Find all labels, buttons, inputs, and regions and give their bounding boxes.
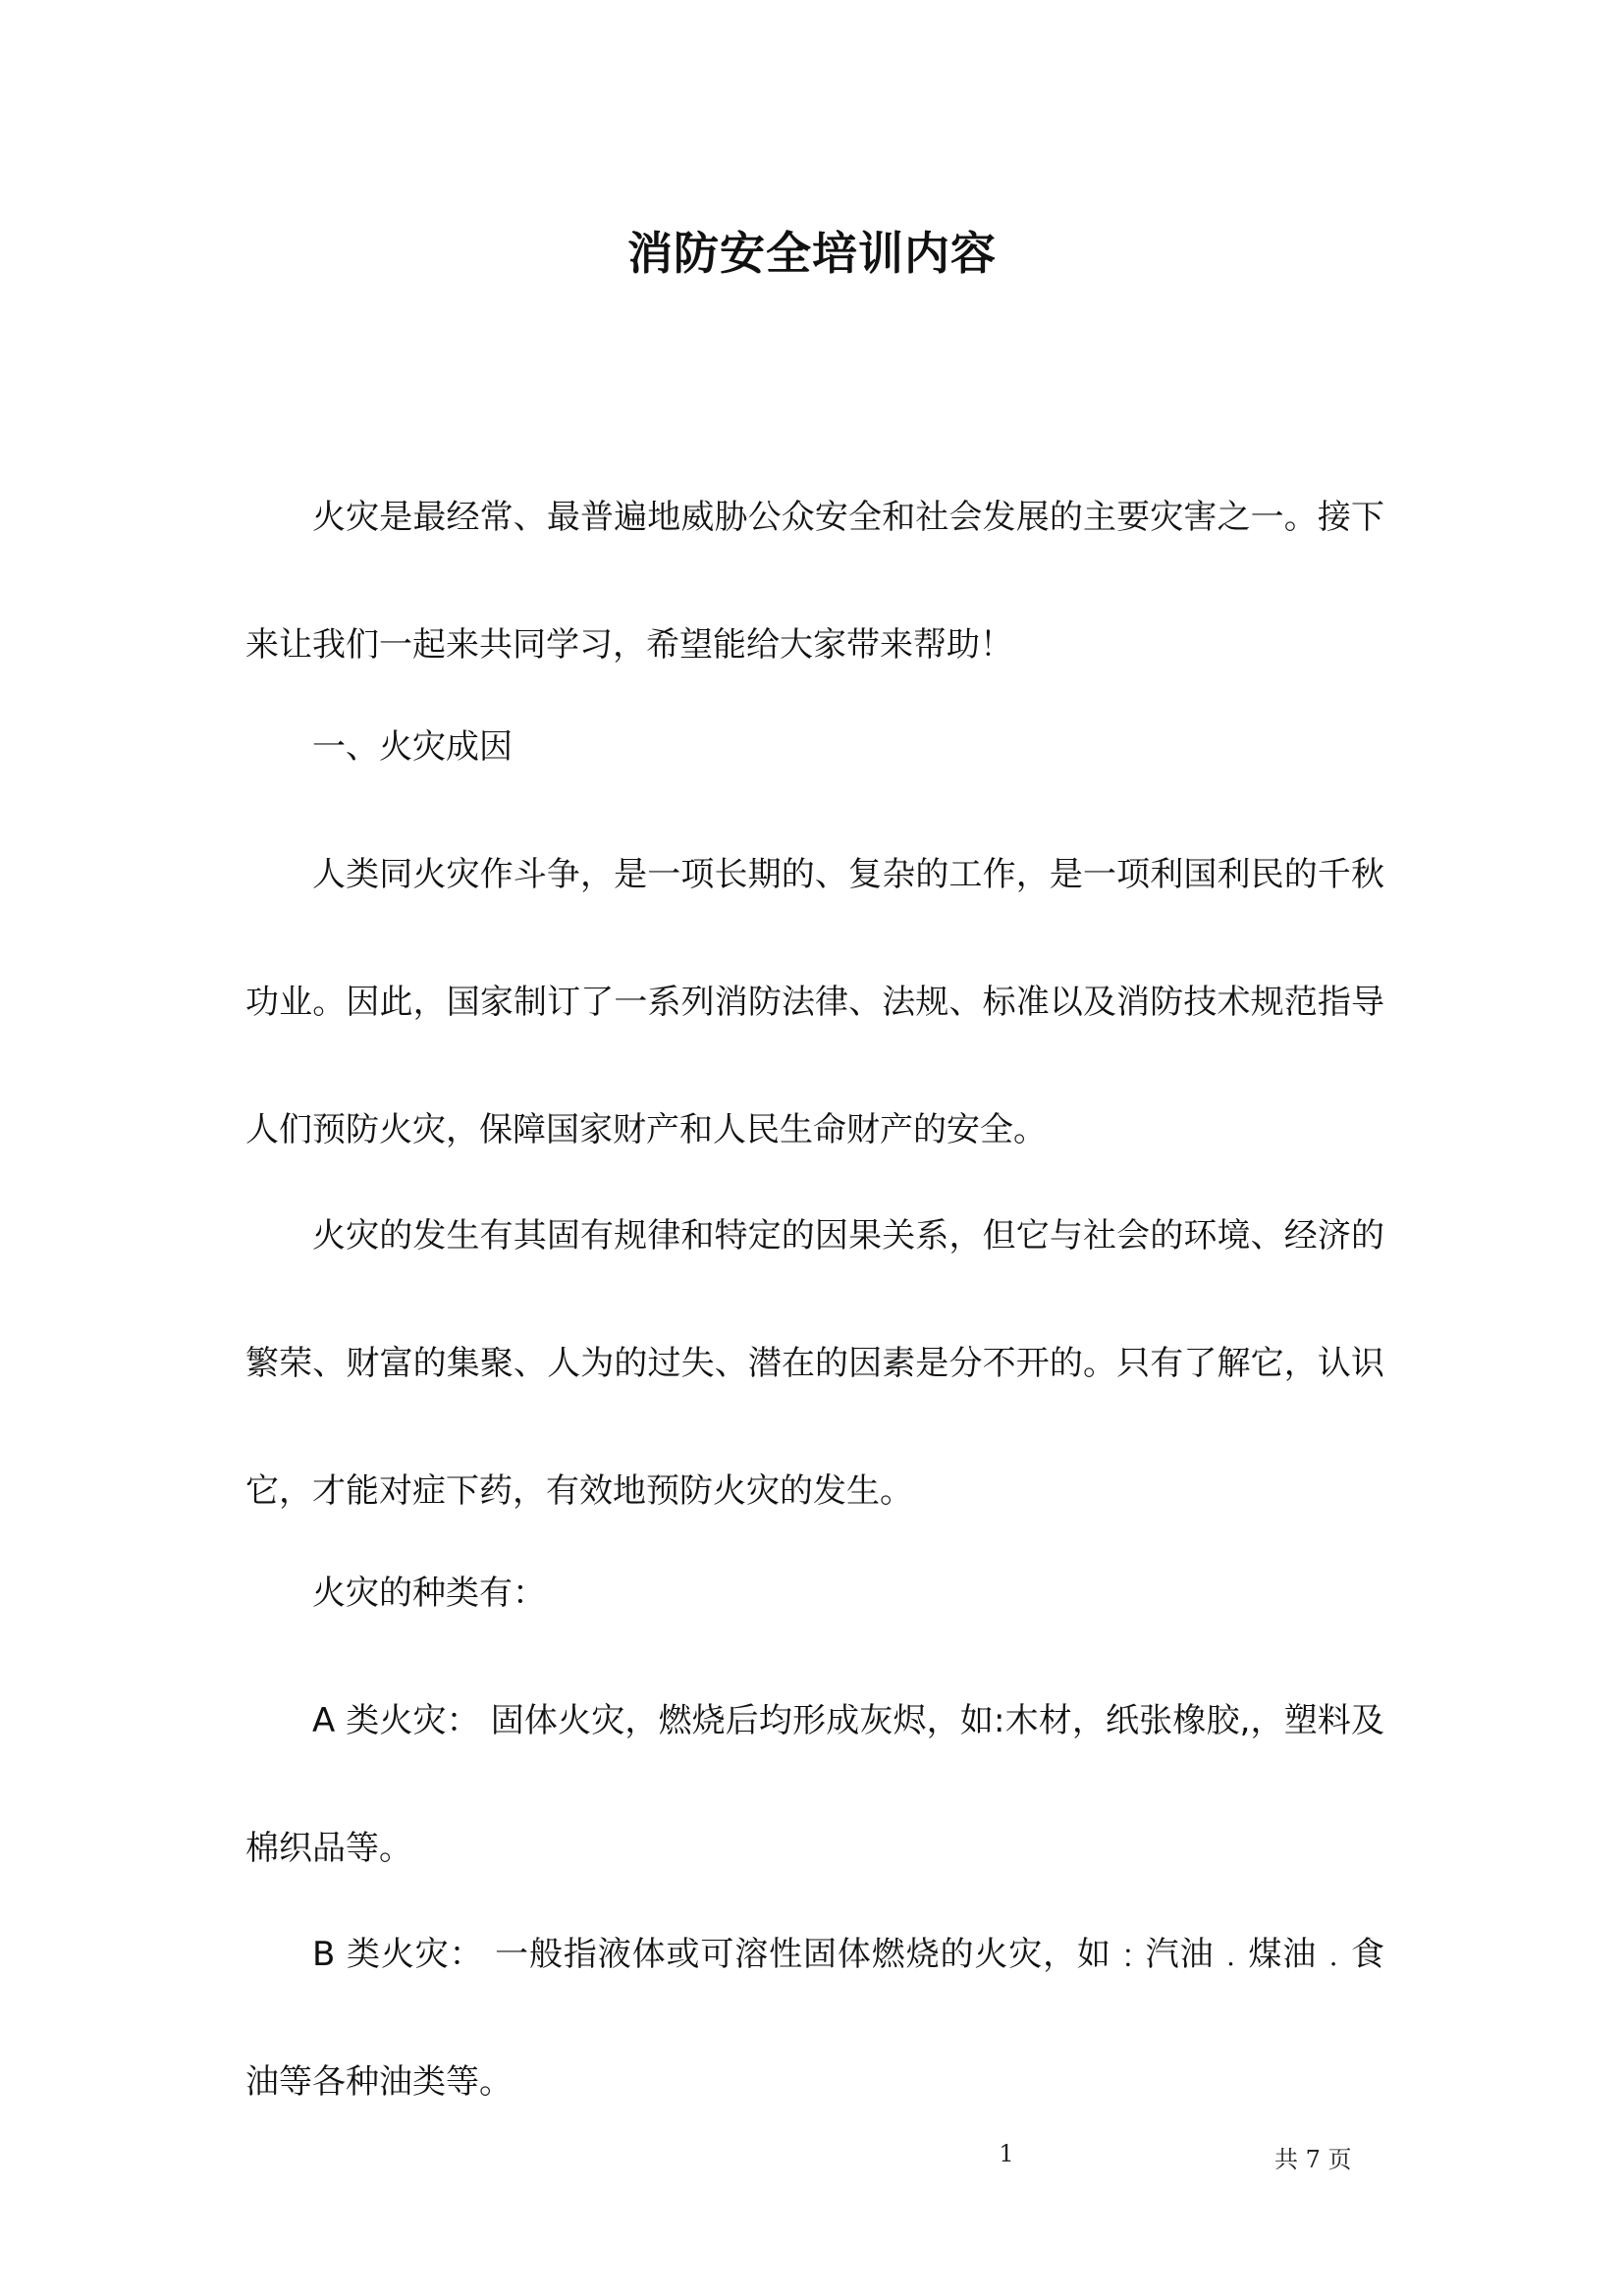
document-title: 消防安全培训内容 (627, 227, 997, 280)
intro-paragraph: 火灾是最经常、最普遍地威胁公众安全和社会发展的主要灾害之一。接下来让我们一起来共同学习，希望能给大家带来帮助！ (245, 498, 1384, 665)
page-total: 共 7 页 (1274, 2146, 1352, 2173)
section-heading-fire-causes: 一、火灾成因 (312, 727, 513, 767)
document-body (245, 454, 1384, 2146)
paragraph-fire-fighting-work: 人类同火灾作斗争，是一项长期的、复杂的工作，是一项利国利民的千秋功业。因此，国家制订了一系列消防法律、法规、标准以及消防技术规范指导人们预防火灾，保障国家财产和人民生命财产的安全。 (245, 855, 1384, 1149)
paragraph-class-a-fire: A 类火灾： 固体火灾，燃烧后均形成灰烬，如:木材，纸张橡胶,，塑料及棉织品等。 (245, 1701, 1384, 1868)
page-number: 1 (999, 2140, 1014, 2167)
paragraph-class-b-fire: B 类火灾： 一般指液体或可溶性固体燃烧的火灾，如﹕汽油﹒煤油﹒食油等各种油类等。 (245, 1935, 1384, 2102)
paragraph-fire-types-intro: 火灾的种类有： (312, 1574, 546, 1613)
paragraph-fire-causes-detail: 火灾的发生有其固有规律和特定的因果关系，但它与社会的环境、经济的繁荣、财富的集聚、人为的过失、潜在的因素是分不开的。只有了解它，认识它，才能对症下药，有效地预防火灾的发生。 (245, 1216, 1384, 1511)
